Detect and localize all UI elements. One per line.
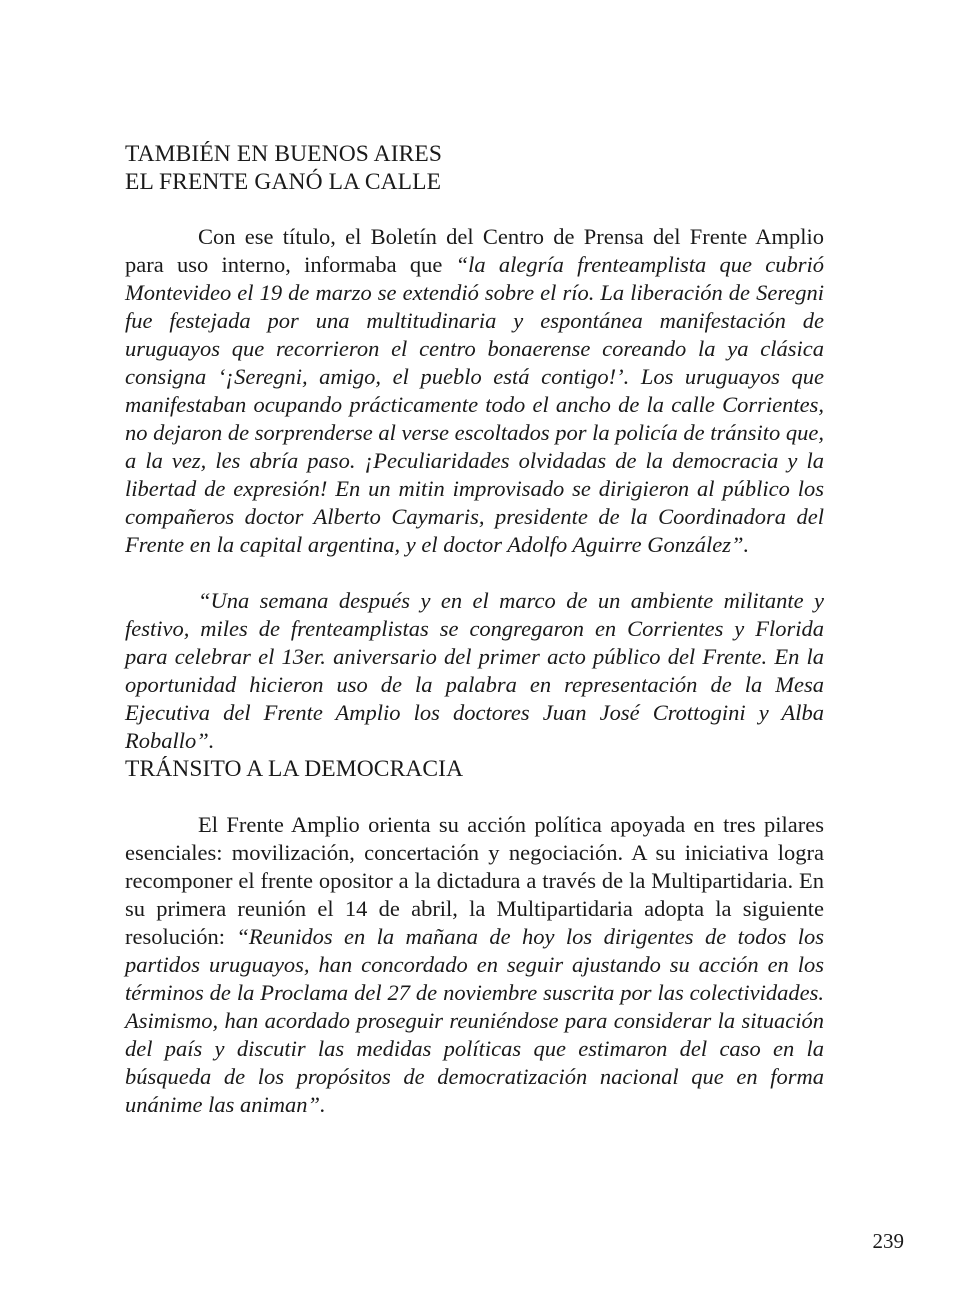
paragraph-multipartidaria bbox=[125, 811, 824, 1119]
heading-line-2: EL FRENTE GANÓ LA CALLE bbox=[125, 169, 442, 195]
heading-transito: TRÁNSITO A LA DEMOCRACIA bbox=[125, 756, 464, 782]
paragraph-quote-text: “Reunidos en la mañana de hoy los dirigentes de todos los partidos uruguayos, han concordado en seguir ajustando su acción en los términos de la Proclama del 27 de noviembre suscrita por las colectividades. Asimismo, han acordado proseguir reuniéndose para considerar la situación del país y discutir las medidas políticas que estimaron del caso en la búsqueda de los propósitos de democratización nacional que en forma unánime las animan”. bbox=[125, 924, 824, 1117]
paragraph-semana-despues bbox=[125, 587, 824, 755]
paragraph-quote-text: “Una semana después y en el marco de un ambiente militante y festivo, miles de frenteamplistas se congregaron en Corrientes y Florida para celebrar el 13er. aniversario del primer acto público del Frente. En la oportunidad hicieron uso de la palabra en representación de la Mesa Ejecutiva del Frente Amplio los doctores Juan José Crottogini y Alba Roballo”. bbox=[125, 588, 824, 753]
paragraph-boletin bbox=[125, 223, 824, 559]
page-number: 239 bbox=[872, 1229, 904, 1253]
paragraph-lead-text: Con ese título, el Boletín del Centro de Prensa del Frente Amplio para uso interno, informaba que bbox=[125, 224, 824, 277]
section-heading-transito bbox=[125, 755, 824, 783]
section-heading-buenos-aires bbox=[125, 140, 824, 196]
heading-line-1: TAMBIÉN EN BUENOS AIRES bbox=[125, 141, 443, 167]
paragraph-quote-text: “la alegría frenteamplista que cubrió Montevideo el 19 de marzo se extendió sobre el río. La liberación de Seregni fue festejada por una multitudinaria y espontánea manifestación de uruguayos que recorrieron el centro bonaerense coreando la ya clásica consigna ‘¡Seregni, amigo, el pueblo está contigo!’. Los uruguayos que manifestaban ocupando prácticamente todo el ancho de la calle Corrientes, no dejaron de sorprenderse al verse escoltados por la policía de tránsito que, a la vez, les abría paso. ¡Peculiaridades olvidadas de la democracia y la libertad de expresión! En un mitin improvisado se dirigieron al público los compañeros doctor Alberto Caymaris, presidente de la Coordinadora del Frente en la capital argentina, y el doctor Adolfo Aguirre González”. bbox=[125, 252, 824, 557]
paragraph-lead-text: El Frente Amplio orienta su acción política apoyada en tres pilares esenciales: movilización, concertación y negociación. A su iniciativa logra recomponer el frente opositor a la dictadura a través de la Multipartidaria. En su primera reunión el 14 de abril, la Multipartidaria adopta la siguiente resolución: bbox=[125, 812, 824, 949]
